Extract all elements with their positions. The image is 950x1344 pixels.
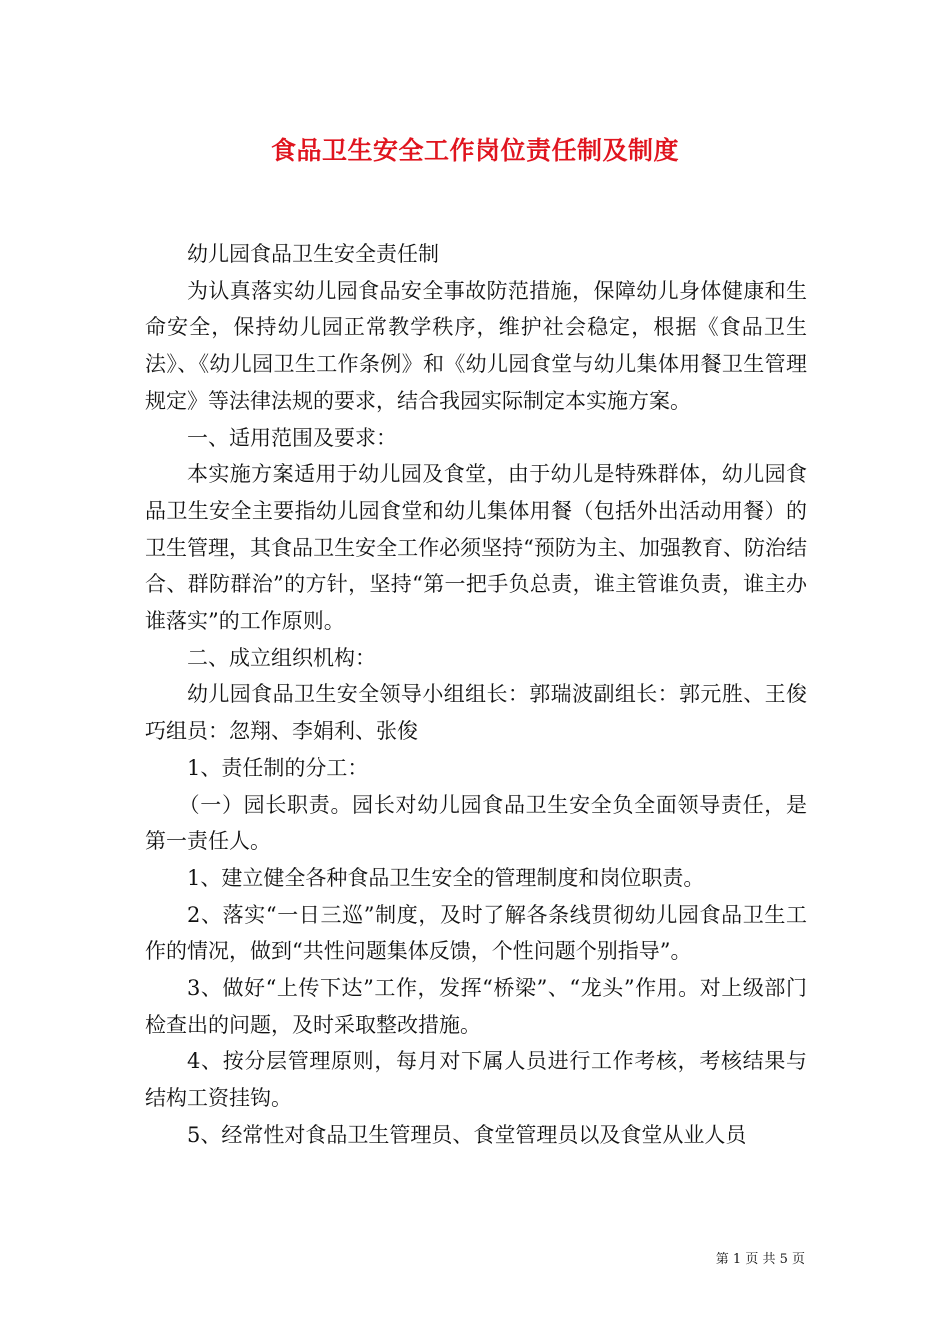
paragraph-7: 1、责任制的分工： [187, 755, 369, 780]
paragraph-9: 1、建立健全各种食品卫生安全的管理制度和岗位职责。 [187, 865, 705, 890]
paragraph-4: 本实施方案适用于幼儿园及食堂，由于幼儿是特殊群体，幼儿园食品卫生安全主要指幼儿园食堂和幼儿集体用餐（包括外出活动用餐）的卫生管理，其食品卫生安全工作必须坚持“预防为主、加强教育、防治结合、群防群治”的方针，坚持“第一把手负总责，谁主管谁负责，谁主办谁落实”的工作原则。 [145, 462, 807, 634]
paragraph-10: 2、落实“一日三巡”制度，及时了解各条线贯彻幼儿园食品卫生工作的情况，做到“共性问题集体反馈，个性问题个别指导”。 [145, 902, 807, 964]
paragraph-5: 二、成立组织机构： [187, 645, 376, 670]
paragraph-6: 幼儿园食品卫生安全领导小组组长：郭瑞波副组长：郭元胜、王俊巧组员：忽翔、李娟利、张俊 [145, 682, 807, 744]
document-body [145, 236, 807, 1154]
paragraph-12: 4、按分层管理原则，每月对下属人员进行工作考核，考核结果与结构工资挂钩。 [145, 1049, 807, 1111]
document-title: 食品卫生安全工作岗位责任制及制度 [270, 136, 679, 165]
paragraph-3: 一、适用范围及要求： [187, 425, 397, 450]
paragraph-2: 为认真落实幼儿园食品安全事故防范措施，保障幼儿身体健康和生命安全，保持幼儿园正常教学秩序，维护社会稳定，根据《食品卫生法》、《幼儿园卫生工作条例》和《幼儿园食堂与幼儿集体用餐卫生管理规定》等法律法规的要求，结合我园实际制定本实施方案。 [145, 278, 807, 413]
paragraph-1: 幼儿园食品卫生安全责任制 [187, 242, 439, 266]
paragraph-13: 5、经常性对食品卫生管理员、食堂管理员以及食堂从业人员 [187, 1122, 747, 1147]
paragraph-11: 3、做好“上传下达”工作，发挥“桥梁”、“龙头”作用。对上级部门检查出的问题，及时采取整改措施。 [145, 976, 807, 1037]
page-number-footer: 第 1 页 共 5 页 [715, 1252, 805, 1267]
paragraph-8: （一）园长职责。园长对幼儿园食品卫生安全负全面领导责任，是第一责任人。 [145, 792, 807, 854]
